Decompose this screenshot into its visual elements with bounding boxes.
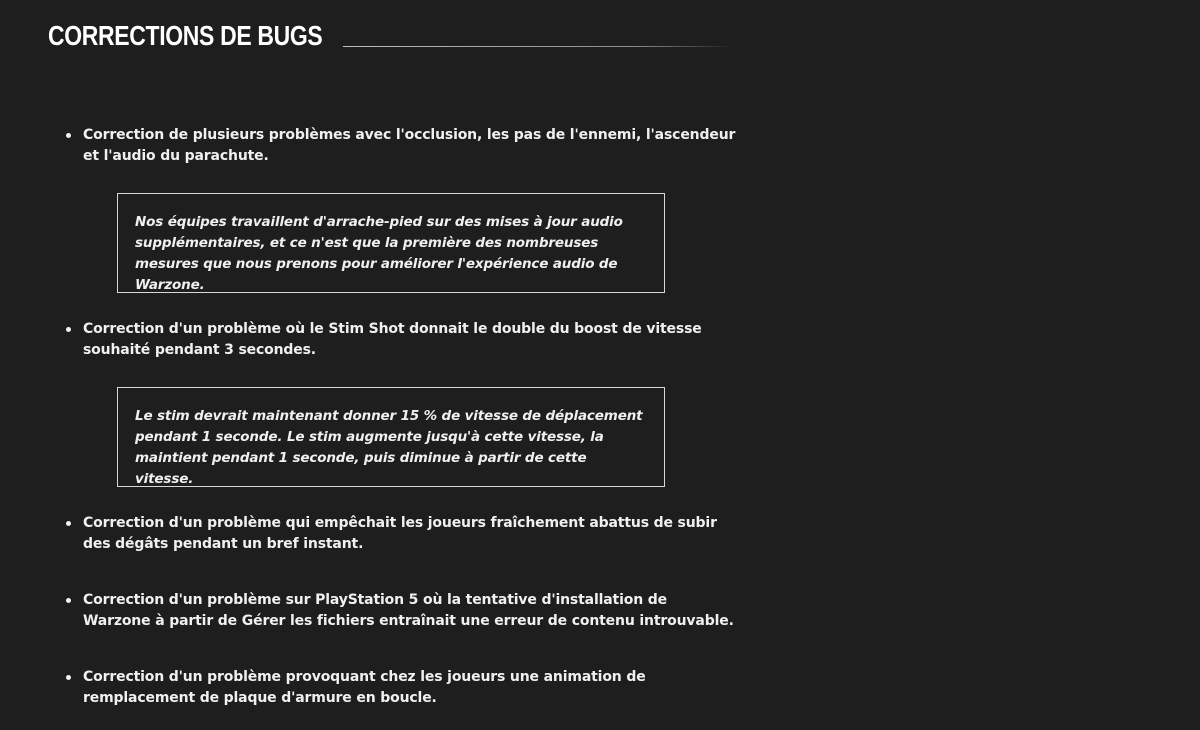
title-divider [343, 46, 733, 47]
list-item-text: Correction d'un problème qui empêchait les joueurs fraîchement abattus de subir des dégâts pendant un bref instant. [83, 515, 717, 552]
note-box [117, 193, 665, 293]
bullet-icon [66, 675, 71, 680]
bullet-icon [66, 133, 71, 138]
list-item-text: Correction de plusieurs problèmes avec l'occlusion, les pas de l'ennemi, l'ascendeur et l'audio du parachute. [83, 127, 736, 164]
bullet-icon [66, 327, 71, 332]
bullet-icon [66, 598, 71, 603]
section-title: CORRECTIONS DE BUGS [48, 20, 323, 51]
note-text: Nos équipes travaillent d'arrache-pied sur des mises à jour audio supplémentaires, et ce n'est que la première des nombreuses mesures que nous prenons pour améliorer l'expérience audio de Warzone. [135, 214, 623, 293]
note-box [117, 387, 665, 487]
bullet-icon [66, 521, 71, 526]
list-item-text: Correction d'un problème provoquant chez les joueurs une animation de remplacement de plaque d'armure en boucle. [83, 669, 646, 706]
section-header [48, 20, 748, 56]
note-text: Le stim devrait maintenant donner 15 % de vitesse de déplacement pendant 1 seconde. Le stim augmente jusqu'à cette vitesse, la maintient pendant 1 seconde, puis diminue à partir de cette vitesse. [135, 408, 643, 487]
list-item-text: Correction d'un problème où le Stim Shot donnait le double du boost de vitesse souhaité pendant 3 secondes. [83, 321, 702, 358]
list-item-text: Correction d'un problème sur PlayStation 5 où la tentative d'installation de Warzone à partir de Gérer les fichiers entraînait une erreur de contenu introuvable. [83, 592, 734, 629]
